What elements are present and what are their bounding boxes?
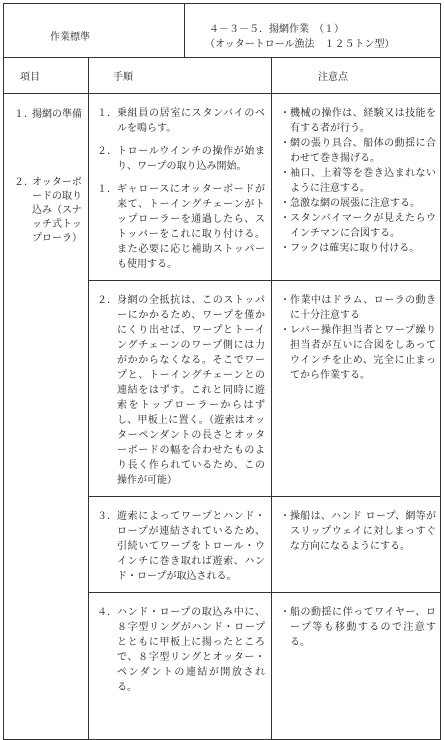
- item-text: 揚網の準備: [32, 109, 82, 120]
- step-number: ２．: [97, 146, 117, 157]
- column-header-item: 項目: [4, 58, 89, 94]
- step-text: 遊索によってワープとハンド・ロープが連結されているため、引続いてワープをトロール・ウインチに巻き取れば遊索、ハンド・ロープが取込される。: [117, 511, 265, 582]
- step-text: ギャロースにオッターボードが来て、トーイングチェーンがトップローラーを通過したら、ストッパーをこれに取り付ける。また必要に応じ補助ストッパーも使用する。: [117, 184, 265, 270]
- bullet: ・: [280, 213, 290, 224]
- bullet: ・: [280, 295, 290, 306]
- step-number: １．: [97, 184, 117, 195]
- list-item: [280, 166, 436, 196]
- note-text: レバー操作担当者とワープ繰り担当者が互いに合図をしあってウインチを止め、完全に止まってから作業する。: [290, 325, 436, 381]
- procedure-cell: [89, 593, 272, 740]
- item-text: オッターボードの取り込み（スナッチ式トップローラ）: [32, 177, 82, 244]
- note-text: 作業中はドラム、ローラの動きに十分注意する: [290, 295, 436, 321]
- bullet: ・: [280, 511, 290, 522]
- step-text: 身網の全抵抗は、このストッパーにかかるため、ワープを僅かにくり出せば、ワープとトーイングチェーンのワープ側には力がかからなくなる。そこでワープと、トーイングチェーンとの連結をはずす。これと同時に遊索をトップローラーからはずし、甲板上に置く。（遊索はオッターペンダントの長さとオッターボードの幅を合わせたものより長く作られているため、この操作が可能）: [117, 295, 265, 486]
- item-number: ２．: [14, 177, 34, 188]
- list-item: [95, 106, 265, 136]
- procedure-cell: [89, 497, 272, 593]
- column-header-row: [4, 58, 441, 94]
- notes-cell: [272, 281, 441, 497]
- list-item: [8, 108, 86, 122]
- list-item: [280, 509, 436, 554]
- bullet: ・: [280, 108, 290, 119]
- list-item: [95, 293, 265, 488]
- note-text: 操船は、ハンド ロープ、網等がスリップウェイに対しまっすぐな方向になるようにする。: [290, 511, 436, 552]
- note-text: フックは確実に取り付ける。: [290, 243, 420, 254]
- list-item: [95, 144, 265, 174]
- list-item: [280, 196, 436, 211]
- bullet: ・: [280, 138, 290, 149]
- item-cell: [4, 94, 89, 740]
- list-item: [280, 605, 436, 650]
- step-number: ４．: [97, 607, 117, 618]
- list-item: [95, 605, 265, 695]
- step-text: ハンド・ロープの取込み中に、８字型リングがハンド・ロープとともに甲板上に揚ったところで、８字型リングとオッター・ペンダントの連結が開放される。: [117, 607, 265, 693]
- step-text: 乗組員の居室にスタンバイのベルを鳴らす。: [117, 108, 265, 134]
- note-text: スタンバイマークが見えたらウインチマンに合図する。: [290, 213, 436, 239]
- note-text: 袖口、上着等を巻き込まれないように注意する。: [290, 168, 436, 194]
- bullet: ・: [280, 607, 290, 618]
- procedure-cell: [89, 281, 272, 497]
- item-number: １．: [14, 109, 34, 120]
- header-title-line1: ４－３－５．揚網作業 （１）: [209, 24, 344, 35]
- header-title-line2: （オッタートロール漁法 １２５トン型）: [205, 39, 395, 50]
- step-number: ３．: [97, 511, 117, 522]
- step-number: １．: [97, 108, 117, 119]
- procedure-cell: [89, 94, 272, 281]
- list-item: [95, 182, 265, 272]
- list-item: [280, 106, 436, 136]
- bullet: ・: [280, 325, 290, 336]
- bullet: ・: [280, 168, 290, 179]
- column-header-procedure: 手順: [89, 58, 272, 94]
- step-text: トロールウインチの操作が始まり、ワープの取り込み開始。: [117, 146, 265, 172]
- column-header-notes: 注意点: [272, 58, 441, 94]
- note-text: 網の張り具合、船体の動揺に合わせて巻き揚げる。: [290, 138, 436, 164]
- list-item: [280, 211, 436, 241]
- list-item: [8, 176, 86, 246]
- note-text: 船の動揺に伴ってワイヤー、ロープ等も移動するので注意する。: [290, 607, 436, 648]
- step-number: ２．: [97, 295, 117, 306]
- header-title: [185, 4, 441, 58]
- table-row: [4, 94, 441, 281]
- note-text: 急激な網の展張に注意する。: [290, 198, 420, 209]
- notes-cell: [272, 94, 441, 281]
- bullet: ・: [280, 243, 290, 254]
- list-item: [280, 323, 436, 383]
- list-item: [95, 509, 265, 584]
- work-standard-table: [3, 3, 441, 58]
- list-item: [280, 293, 436, 323]
- procedure-table: [3, 57, 441, 740]
- note-text: 機械の操作は、経験又は技能を有する者が行う。: [290, 108, 436, 134]
- list-item: [280, 136, 436, 166]
- notes-cell: [272, 497, 441, 593]
- list-item: [280, 241, 436, 256]
- header-label: 作業標準: [4, 4, 185, 58]
- bullet: ・: [280, 198, 290, 209]
- notes-cell: [272, 593, 441, 740]
